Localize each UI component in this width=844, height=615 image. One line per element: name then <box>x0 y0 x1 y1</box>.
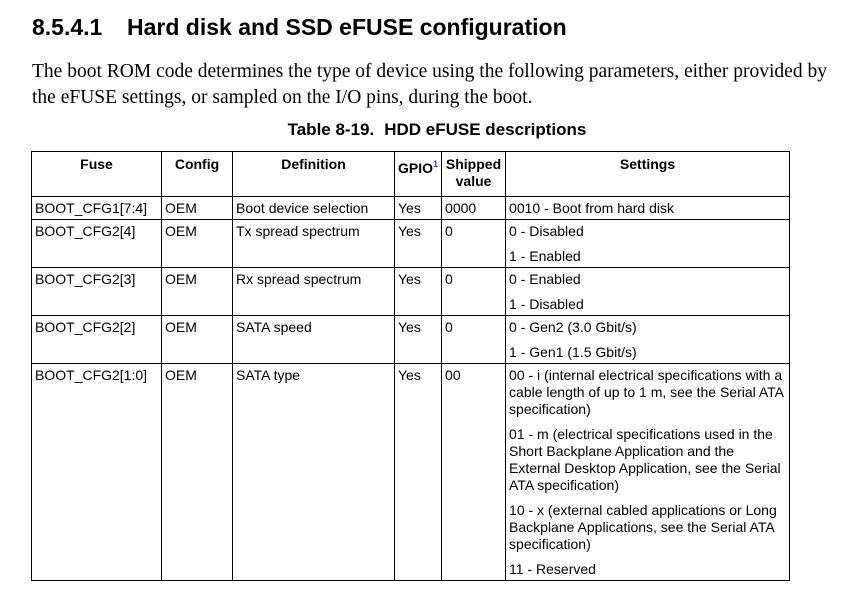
cell-shipped: 0 <box>442 268 506 316</box>
cell-definition: Boot device selection <box>233 197 395 220</box>
setting-option: 0 - Disabled <box>509 223 584 239</box>
table-header-row <box>32 152 790 197</box>
header-definition: Definition <box>233 152 395 197</box>
header-settings: Settings <box>506 152 790 197</box>
cell-fuse: BOOT_CFG1[7:4] <box>32 197 162 220</box>
cell-fuse: BOOT_CFG2[4] <box>32 220 162 268</box>
header-shipped-line2: value <box>455 173 492 189</box>
cell-definition: SATA type <box>233 364 395 581</box>
table-row <box>32 364 790 581</box>
setting-option: 01 - m (electrical specifications used in the Short Backplane Application and the External Desktop Application, see the Serial ATA specification) <box>509 426 781 493</box>
table-number: Table 8-19. <box>287 120 375 139</box>
cell-shipped: 0000 <box>442 197 506 220</box>
cell-settings <box>506 268 790 316</box>
cell-config: OEM <box>162 197 233 220</box>
cell-definition: SATA speed <box>233 316 395 364</box>
setting-option: 10 - x (external cabled applications or Long Backplane Applications, see the Serial ATA specification) <box>509 502 777 552</box>
table-row <box>32 220 790 268</box>
header-gpio <box>395 152 442 197</box>
section-title: Hard disk and SSD eFUSE configuration <box>127 14 567 40</box>
cell-fuse: BOOT_CFG2[3] <box>32 268 162 316</box>
setting-option: 11 - Reserved <box>509 561 596 577</box>
header-config: Config <box>162 152 233 197</box>
setting-option: 1 - Disabled <box>509 296 584 312</box>
cell-gpio: Yes <box>395 268 442 316</box>
cell-settings <box>506 197 790 220</box>
cell-gpio: Yes <box>395 364 442 581</box>
cell-shipped: 0 <box>442 316 506 364</box>
setting-option: 0010 - Boot from hard disk <box>509 200 675 216</box>
header-gpio-label: GPIO <box>398 160 434 176</box>
efuse-table <box>31 151 790 581</box>
footnote-link[interactable]: 1 <box>433 159 439 169</box>
cell-settings <box>506 316 790 364</box>
setting-option: 00 - i (internal electrical specifications with a cable length of up to 1 m, see the Serial ATA specification) <box>509 367 784 417</box>
cell-definition: Tx spread spectrum <box>233 220 395 268</box>
cell-settings <box>506 364 790 581</box>
table-row <box>32 268 790 316</box>
cell-gpio: Yes <box>395 220 442 268</box>
setting-option: 1 - Enabled <box>509 248 581 264</box>
table-caption <box>0 120 844 140</box>
setting-option: 1 - Gen1 (1.5 Gbit/s) <box>509 344 637 360</box>
section-number: 8.5.4.1 <box>32 14 103 40</box>
cell-gpio: Yes <box>395 316 442 364</box>
table-row <box>32 316 790 364</box>
table-row <box>32 197 790 220</box>
header-shipped-value <box>442 152 506 197</box>
cell-fuse: BOOT_CFG2[1:0] <box>32 364 162 581</box>
header-shipped-line1: Shipped <box>445 156 502 172</box>
cell-gpio: Yes <box>395 197 442 220</box>
cell-settings <box>506 220 790 268</box>
setting-option: 0 - Enabled <box>509 271 581 287</box>
cell-fuse: BOOT_CFG2[2] <box>32 316 162 364</box>
cell-shipped: 00 <box>442 364 506 581</box>
cell-config: OEM <box>162 364 233 581</box>
setting-option: 0 - Gen2 (3.0 Gbit/s) <box>509 319 637 335</box>
cell-shipped: 0 <box>442 220 506 268</box>
cell-definition: Rx spread spectrum <box>233 268 395 316</box>
section-heading <box>32 14 567 41</box>
table-title: HDD eFUSE descriptions <box>384 120 587 139</box>
intro-paragraph: The boot ROM code determines the type of device using the following parameters, either provided by the eFUSE settings, or sampled on the I/O pins, during the boot. <box>32 61 827 108</box>
header-fuse: Fuse <box>32 152 162 197</box>
cell-config: OEM <box>162 220 233 268</box>
cell-config: OEM <box>162 268 233 316</box>
cell-config: OEM <box>162 316 233 364</box>
